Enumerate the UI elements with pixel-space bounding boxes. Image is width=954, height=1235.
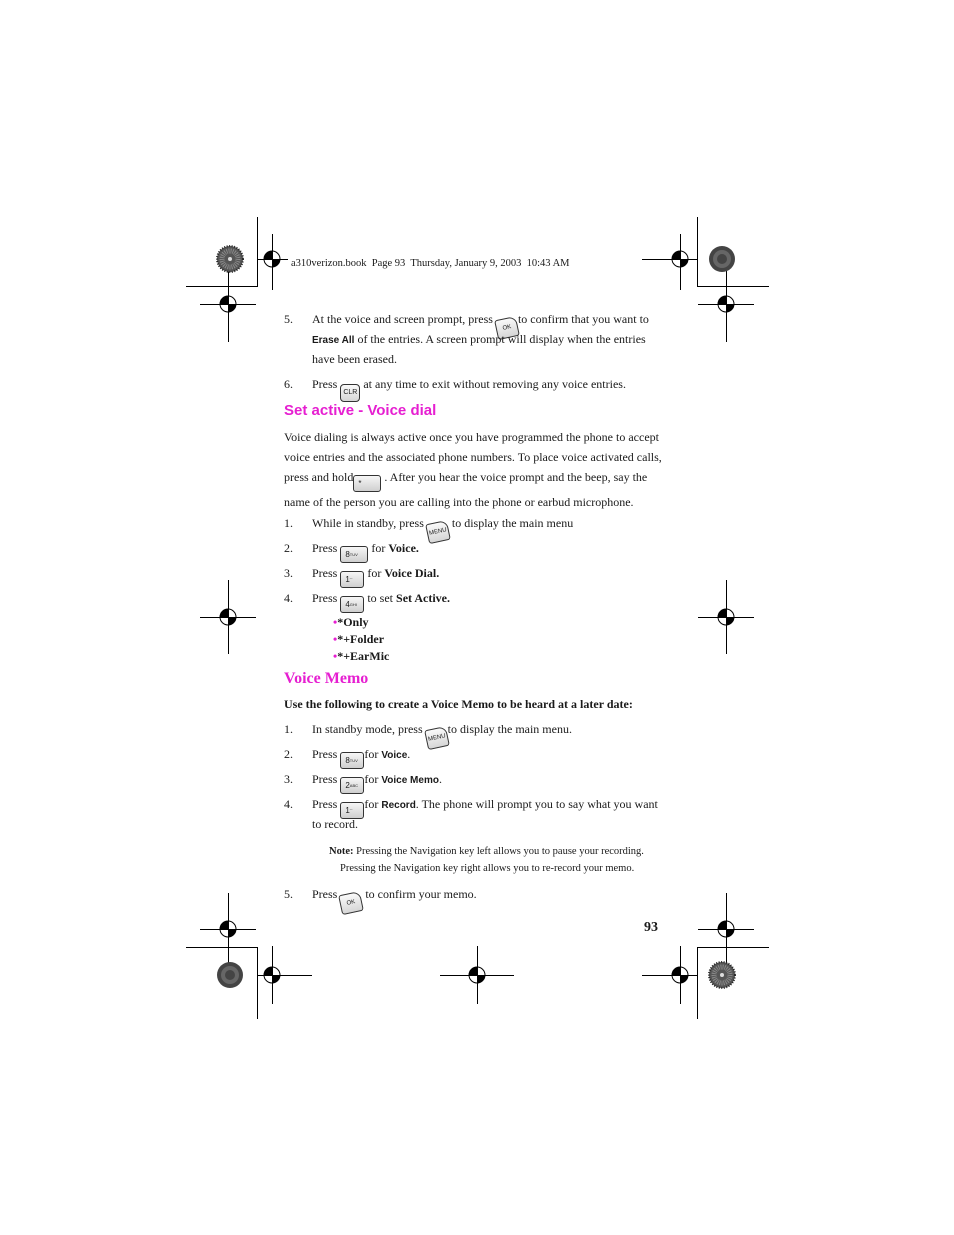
option-label: *+EarMic xyxy=(337,649,390,663)
step-text: Press xyxy=(312,887,338,901)
step-number: 4. xyxy=(284,797,293,811)
key-label: 8 xyxy=(345,550,350,559)
voice-memo-step-4 xyxy=(312,794,658,819)
note xyxy=(329,843,659,877)
erase-step-5-line3: have been erased. xyxy=(312,352,397,366)
key-8-icon xyxy=(340,546,368,563)
note-label: Note: xyxy=(329,846,354,857)
intro-text: press and hold xyxy=(284,470,354,484)
intro-line: name of the person you are calling into the phone or earbud microphone. xyxy=(284,495,634,509)
key-label: 4 xyxy=(345,600,350,609)
menu-key-icon: MENU xyxy=(424,726,450,750)
step-text: Press xyxy=(312,591,338,605)
voice-memo-step-5 xyxy=(312,884,477,913)
bullet-icon: • xyxy=(333,615,338,629)
registration-target-icon xyxy=(214,603,242,631)
step-text: to confirm your memo. xyxy=(362,887,477,901)
registration-target-icon xyxy=(258,245,286,273)
option-earmic xyxy=(333,648,389,665)
ok-key-icon: OK xyxy=(494,316,520,340)
section-title-voice-memo: Voice Memo xyxy=(284,670,369,687)
step-text: At the voice and screen prompt, press xyxy=(312,312,493,326)
step-number: 3. xyxy=(284,566,293,580)
page-number: 93 xyxy=(644,920,658,935)
step-text: for xyxy=(368,541,389,555)
menu-option-label: Voice xyxy=(381,750,408,761)
color-bar-circle-icon xyxy=(216,245,244,273)
voice-memo-intro: Use the following to create a Voice Memo to be heard at a later date: xyxy=(284,697,633,711)
set-active-step-2 xyxy=(312,538,419,563)
option-label: *+Folder xyxy=(337,632,385,646)
key-label: 8 xyxy=(345,756,350,765)
step-number: 6. xyxy=(284,377,293,391)
registration-target-icon xyxy=(214,915,242,943)
registration-target-icon xyxy=(712,290,740,318)
intro-line: Voice dialing is always active once you have programmed the phone to accept xyxy=(284,430,659,444)
step-number: 4. xyxy=(284,591,293,605)
step-number: 1. xyxy=(284,722,293,736)
key-sublabel: ˜˜ xyxy=(349,577,353,582)
key-sublabel: TUV xyxy=(349,758,358,763)
step-text: for xyxy=(364,797,382,811)
registration-target-icon xyxy=(712,603,740,631)
registration-target-icon xyxy=(258,961,286,989)
clr-key-icon: CLR xyxy=(340,384,360,402)
option-folder xyxy=(333,631,384,648)
erase-step-5-line2 xyxy=(312,329,646,351)
step-number: 2. xyxy=(284,747,293,761)
star-key-icon xyxy=(353,475,381,492)
key-label: 1 xyxy=(345,806,350,815)
key-8-icon xyxy=(340,752,364,769)
voice-memo-step-2 xyxy=(312,744,410,769)
key-4-icon xyxy=(340,596,364,613)
step-text: Press xyxy=(312,772,338,786)
intro-text: . After you hear the voice prompt and the beep, say the xyxy=(381,470,648,484)
voice-dial-intro xyxy=(284,427,668,512)
step-text: . The phone will prompt you to say what you want xyxy=(415,797,658,811)
intro-line: voice entries and the associated phone numbers. To place voice activated calls, xyxy=(284,450,662,464)
key-sublabel: ˜˜ xyxy=(349,808,353,813)
intro-line xyxy=(284,467,668,492)
step-text: Press xyxy=(312,797,338,811)
section-title-set-active: Set active - Voice dial xyxy=(284,402,437,419)
key-sublabel: ABC xyxy=(349,783,359,788)
bullet-icon: • xyxy=(333,649,338,663)
menu-option-label: Voice Memo xyxy=(381,775,439,786)
step-text: to display the main menu. xyxy=(447,722,572,736)
registration-target-icon xyxy=(666,245,694,273)
option-only xyxy=(333,614,369,631)
set-active-step-3 xyxy=(312,563,439,588)
step-text: . xyxy=(438,772,442,786)
step-text: Press xyxy=(312,566,338,580)
note-line: Pressing the Navigation key right allows you to re-record your memo. xyxy=(340,863,635,874)
registration-target-icon xyxy=(463,961,491,989)
note-line xyxy=(329,843,659,860)
registration-target-icon xyxy=(712,915,740,943)
ok-key-icon: OK xyxy=(339,891,365,915)
step-text: for xyxy=(364,566,385,580)
voice-memo-step-4-line2: to record. xyxy=(312,817,358,831)
step-text: to set xyxy=(364,591,397,605)
step-text: Press xyxy=(312,377,338,391)
voice-memo-step-3 xyxy=(312,769,442,794)
key-sublabel: TUV xyxy=(349,552,358,557)
erase-all-label: Erase All xyxy=(312,335,355,346)
step-text: of the entries. A screen prompt will display when the entries xyxy=(354,332,646,346)
option-label: *Only xyxy=(337,615,369,629)
bullet-icon: • xyxy=(333,632,338,646)
key-label: * xyxy=(358,479,362,488)
step-text: Press xyxy=(312,747,338,761)
step-text: Press xyxy=(312,541,338,555)
step-text: at any time to exit without removing any voice entries. xyxy=(360,377,626,391)
step-number: 3. xyxy=(284,772,293,786)
erase-step-6 xyxy=(312,374,626,402)
step-text: to display the main menu xyxy=(448,516,574,530)
note-text: Pressing the Navigation key left allows you to pause your recording. xyxy=(353,846,644,857)
print-header: a310verizon.book Page 93 Thursday, January 9, 2003 10:43 AM xyxy=(291,258,570,269)
registration-target-icon xyxy=(214,290,242,318)
step-text: for xyxy=(364,772,382,786)
step-text: While in standby, press xyxy=(312,516,424,530)
color-bar-circle-icon xyxy=(708,245,736,273)
color-bar-circle-icon xyxy=(708,961,736,989)
key-1-icon xyxy=(340,571,364,588)
registration-target-icon xyxy=(666,961,694,989)
step-number: 5. xyxy=(284,312,293,326)
menu-option-label: Record xyxy=(381,800,416,811)
key-sublabel: GHI xyxy=(349,602,357,607)
step-number: 2. xyxy=(284,541,293,555)
step-text: for xyxy=(364,747,382,761)
key-label: 1 xyxy=(345,575,350,584)
menu-option-label: Voice Dial. xyxy=(384,566,440,580)
step-text: In standby mode, press xyxy=(312,722,423,736)
step-text: . xyxy=(407,747,411,761)
set-active-step-4 xyxy=(312,588,450,613)
step-number: 1. xyxy=(284,516,293,530)
step-text: to confirm that you want to xyxy=(517,312,649,326)
step-number: 5. xyxy=(284,887,293,901)
menu-option-label: Voice. xyxy=(388,541,419,555)
menu-key-icon: MENU xyxy=(425,520,451,544)
menu-option-label: Set Active. xyxy=(396,591,450,605)
key-label: 2 xyxy=(345,781,350,790)
key-2-icon xyxy=(340,777,364,794)
color-bar-circle-icon xyxy=(216,961,244,989)
